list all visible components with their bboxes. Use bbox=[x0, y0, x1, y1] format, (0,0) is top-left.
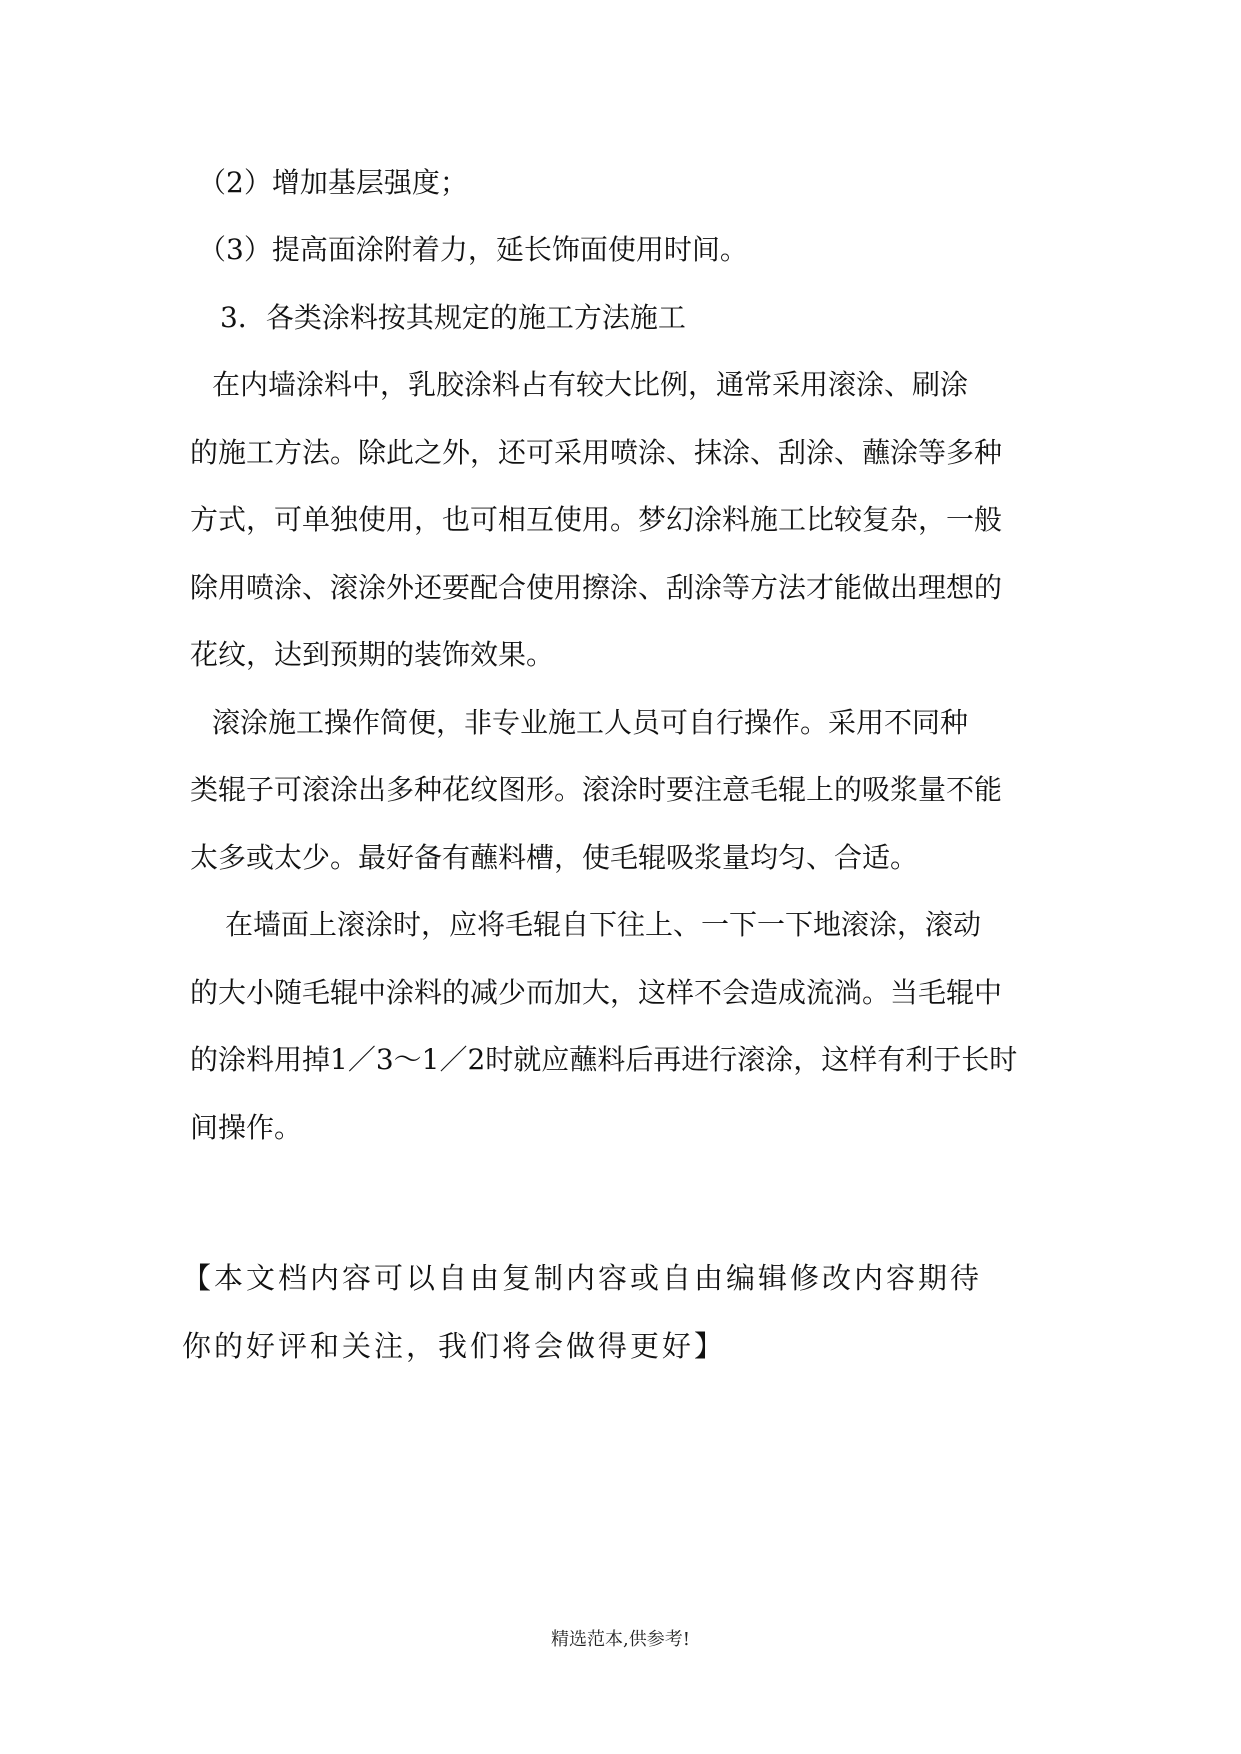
notice-line: 你的好评和关注，我们将会做得更好】 bbox=[182, 1329, 727, 1363]
paragraph-line: 间操作。 bbox=[190, 1111, 303, 1144]
paragraph-line: 太多或太少。最好备有蘸料槽，使毛辊吸浆量均匀、合适。 bbox=[190, 841, 919, 874]
paragraph-line: 在墙面上滚涂时，应将毛辊自下往上、一下一下地滚涂，滚动 bbox=[225, 908, 982, 941]
paragraph-line: 方式，可单独使用，也可相互使用。梦幻涂料施工比较复杂，一般 bbox=[190, 503, 1003, 536]
page-footer: 精选范本,供参考! bbox=[551, 1629, 690, 1650]
paragraph-line: 的施工方法。除此之外，还可采用喷涂、抹涂、刮涂、蘸涂等多种 bbox=[190, 436, 1003, 469]
paragraph-line: 的大小随毛辊中涂料的减少而加大，这样不会造成流淌。当毛辊中 bbox=[190, 976, 1003, 1009]
paragraph-line: 的涂料用掉1／3～1／2时就应蘸料后再进行滚涂，这样有利于长时 bbox=[190, 1043, 1018, 1076]
notice-line: 【本文档内容可以自由复制内容或自由编辑修改内容期待 bbox=[182, 1261, 983, 1295]
paragraph-line: 滚涂施工操作简便，非专业施工人员可自行操作。采用不同种 bbox=[212, 706, 969, 739]
section-heading: 3．各类涂料按其规定的施工方法施工 bbox=[220, 301, 686, 334]
list-item-2: （2）增加基层强度； bbox=[198, 166, 468, 199]
paragraph-line: 除用喷涂、滚涂外还要配合使用擦涂、刮涂等方法才能做出理想的 bbox=[190, 571, 1003, 604]
paragraph-line: 在内墙涂料中，乳胶涂料占有较大比例，通常采用滚涂、刷涂 bbox=[212, 368, 969, 401]
paragraph-line: 类辊子可滚涂出多种花纹图形。滚涂时要注意毛辊上的吸浆量不能 bbox=[190, 773, 1003, 806]
list-item-3: （3）提高面涂附着力，延长饰面使用时间。 bbox=[198, 233, 748, 266]
paragraph-line: 花纹，达到预期的装饰效果。 bbox=[190, 638, 555, 671]
